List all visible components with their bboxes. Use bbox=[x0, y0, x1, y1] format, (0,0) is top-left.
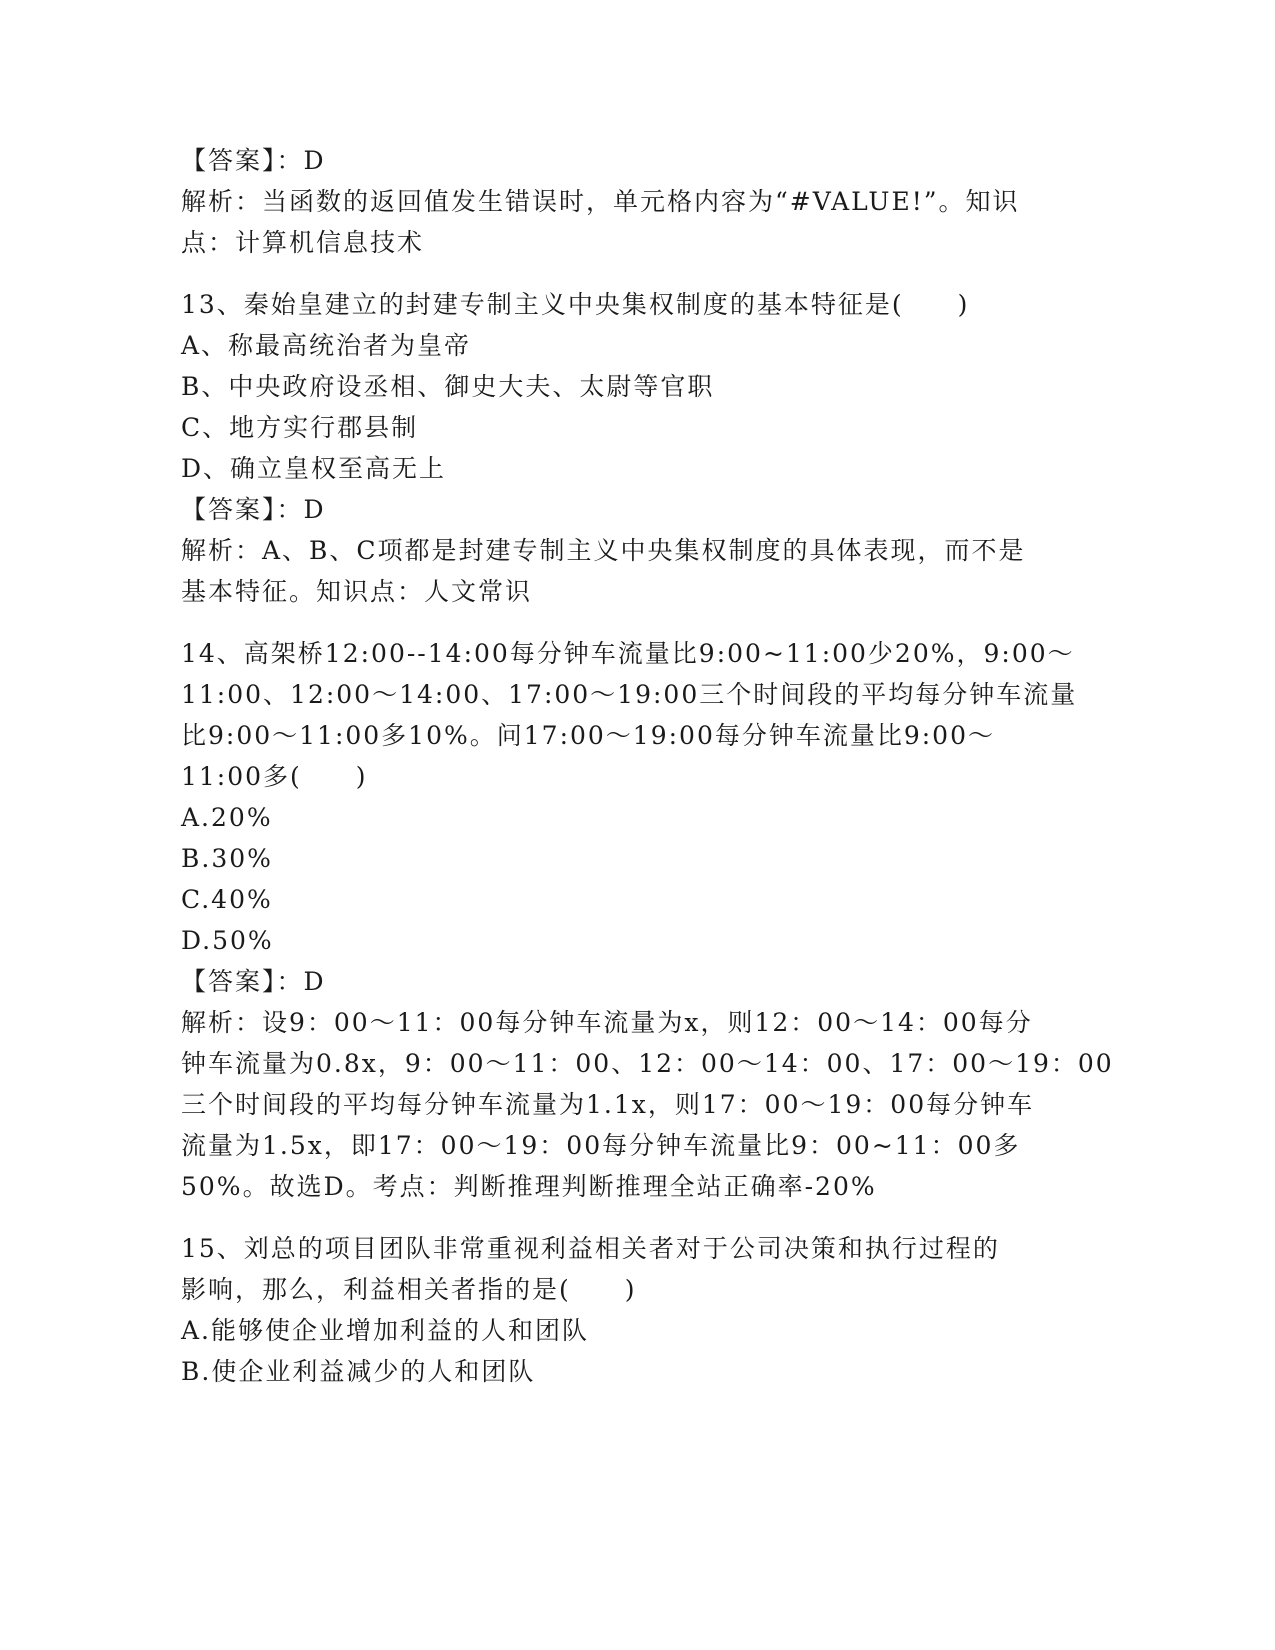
question-13-option-a: A、称最高统治者为皇帝 bbox=[181, 331, 472, 360]
question-15-stem-line-1: 15、刘总的项目团队非常重视利益相关者对于公司决策和执行过程的 bbox=[181, 1234, 1000, 1263]
question-14-option-b: B.30% bbox=[181, 844, 273, 873]
question-13-option-b: B、中央政府设丞相、御史大夫、太尉等官职 bbox=[181, 372, 715, 401]
question-14-stem-line-1: 14、高架桥12:00--14:00每分钟车流量比9:00~11:00少20%，9:00～ bbox=[181, 639, 1075, 668]
question-15-option-b: B.使企业利益减少的人和团队 bbox=[181, 1357, 536, 1386]
question-15-option-a: A.能够使企业增加利益的人和团队 bbox=[181, 1316, 590, 1345]
answer-label-q13: 【答案】：D bbox=[181, 495, 326, 524]
question-14-option-a: A.20% bbox=[181, 803, 273, 832]
explanation-q13-line-1: 解析：A、B、C项都是封建专制主义中央集权制度的具体表现，而不是 bbox=[181, 536, 1026, 565]
explanation-q12-line-1: 解析：当函数的返回值发生错误时，单元格内容为“#VALUE!”。知识 bbox=[181, 187, 1020, 216]
question-14-stem-line-4: 11:00多( ) bbox=[181, 762, 368, 791]
explanation-q14-line-1: 解析：设9：00～11：00每分钟车流量为x，则12：00～14：00每分 bbox=[181, 1008, 1033, 1037]
explanation-q12-line-2: 点：计算机信息技术 bbox=[181, 228, 425, 257]
question-14-option-d: D.50% bbox=[181, 926, 274, 955]
explanation-q14-line-5: 50%。故选D。考点：判断推理判断推理全站正确率-20% bbox=[181, 1172, 877, 1201]
question-13-option-c: C、地方实行郡县制 bbox=[181, 413, 419, 442]
explanation-q14-line-3: 三个时间段的平均每分钟车流量为1.1x，则17：00～19：00每分钟车 bbox=[181, 1090, 1035, 1119]
question-14-stem-line-2: 11:00、12:00～14:00、17:00～19:00三个时间段的平均每分钟车流量 bbox=[181, 680, 1078, 709]
question-14-option-c: C.40% bbox=[181, 885, 273, 914]
question-13-option-d: D、确立皇权至高无上 bbox=[181, 454, 447, 483]
answer-label-q12: 【答案】：D bbox=[181, 146, 326, 175]
explanation-q13-line-2: 基本特征。知识点：人文常识 bbox=[181, 577, 533, 606]
question-15-stem-line-2: 影响，那么，利益相关者指的是( ) bbox=[181, 1275, 637, 1304]
question-14-stem-line-3: 比9:00～11:00多10%。问17:00～19:00每分钟车流量比9:00～ bbox=[181, 721, 995, 750]
explanation-q14-line-2: 钟车流量为0.8x，9：00～11：00、12：00～14：00、17：00～19：00 bbox=[181, 1049, 1114, 1078]
answer-label-q14: 【答案】：D bbox=[181, 967, 326, 996]
question-13-stem: 13、秦始皇建立的封建专制主义中央集权制度的基本特征是( ) bbox=[181, 290, 970, 319]
explanation-q14-line-4: 流量为1.5x，即17：00～19：00每分钟车流量比9：00~11：00多 bbox=[181, 1131, 1021, 1160]
